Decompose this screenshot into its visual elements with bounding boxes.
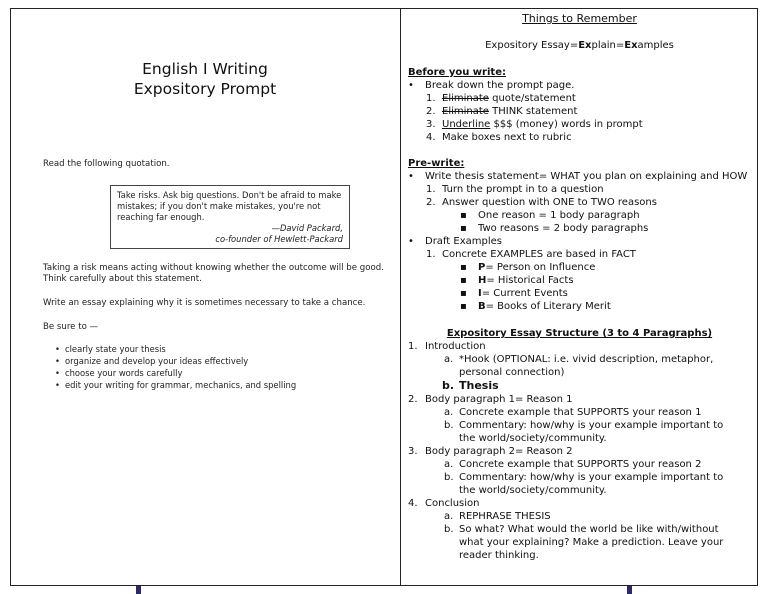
item-keyword: Underline [442,119,491,130]
list-item: • choose your words carefully [55,367,296,379]
item-keyword: Eliminate [442,93,489,104]
list-item-cont: reader thinking. [459,550,539,561]
square-bullet: ▪ [460,262,467,273]
list-item: • clearly state your thesis [55,343,296,355]
phib-text: = Person on Influence [485,262,596,273]
quote-line: reaching far enough. [117,212,205,222]
quote-author-title: co-founder of Hewlett-Packard [215,234,343,244]
quote-line: mistakes; if you don't make mistakes, you're not [117,201,321,211]
list-item: REPHRASE THESIS [459,511,551,522]
title-line-1: English I Writing [142,60,268,78]
list-item: • organize and develop your ideas effectively [55,355,296,367]
list-item: Two reasons = 2 body paragraphs [478,223,649,234]
quotation-box [110,185,350,249]
list-letter: b. [444,420,454,431]
list-item: Thesis [459,379,499,392]
list-item: • edit your writing for grammar, mechanics, and spelling [55,379,296,391]
list-number: 2. [408,394,418,405]
list-number: 4. [408,498,418,509]
list-number: 1. [408,341,418,352]
list-item-cont: the world/society/community. [459,485,607,496]
square-bullet: ▪ [460,210,467,221]
list-number: 2. [426,197,436,208]
list-item-cont: what your explaining? Make a prediction. Leave your [459,537,724,548]
list-number: 1. [426,184,436,195]
column-divider [400,8,401,586]
prompt-title [11,59,399,99]
before-bullet: Break down the prompt page. [425,80,575,91]
list-item: *Hook (OPTIONAL: i.e. vivid description, metaphor, [459,354,714,365]
phib-letter: B [478,301,486,312]
list-item-cont: the world/society/community. [459,433,607,444]
essay-task: Write an essay explaining why it is sometimes necessary to take a chance. [43,298,366,308]
list-item: Concrete example that SUPPORTS your reason 1 [459,407,702,418]
formula-part: Expository Essay= [485,40,579,51]
item-text: quote/statement [488,93,576,104]
list-letter: a. [444,407,454,418]
list-item: Concrete example that SUPPORTS your reason 2 [459,459,702,470]
list-item-cont: personal connection) [459,367,565,378]
list-letter: a. [444,511,454,522]
bullet: • [408,171,414,182]
notes-page [402,9,757,584]
list-item [478,300,611,313]
list-letter: b. [442,379,455,392]
formula-part: Ex [624,40,638,51]
list-item: Body paragraph 2= Reason 2 [425,446,573,457]
notes-heading: Things to Remember [522,12,637,25]
list-letter: a. [444,459,454,470]
item-text: Make boxes next to rubric [442,132,572,143]
list-number: 1. [426,249,436,260]
list-number: 3. [426,119,436,130]
list-number: 1. [426,93,436,104]
be-sure-label: Be sure to — [43,322,99,332]
list-number: 3. [408,446,418,457]
list-item [478,261,595,274]
list-number: 4. [426,132,436,143]
list-item [442,92,576,105]
bullet: • [408,236,414,247]
list-item: Body paragraph 1= Reason 1 [425,394,573,405]
list-item [442,131,572,144]
bullet: • [408,80,414,91]
prompt-page [11,9,399,584]
list-item: So what? What would the world be like with/without [459,524,719,535]
list-letter: a. [444,354,454,365]
item-keyword: Eliminate [442,106,489,117]
list-letter: b. [444,524,454,535]
statement-line-2: Think carefully about this statement. [43,274,202,284]
item-text: $$$ (money) words in prompt [490,119,643,130]
before-heading: Before you write: [408,67,506,78]
square-bullet: ▪ [460,301,467,312]
phib-text: = Historical Facts [486,275,574,286]
list-item: Answer question with ONE to TWO reasons [442,197,657,208]
list-item [442,105,577,118]
structure-heading: Expository Essay Structure (3 to 4 Paragraphs) [446,328,713,339]
item-text: THINK statement [488,106,578,117]
phib-letter: H [478,275,487,286]
statement-line-1: Taking a risk means acting without knowing whether the outcome will be good. [43,263,384,273]
prewrite-bullet: Write thesis statement= WHAT you plan on explaining and HOW [425,171,748,182]
list-item: Commentary: how/why is your example important to [459,472,724,483]
list-item: Introduction [425,341,486,352]
list-item: Conclusion [425,498,480,509]
instruction-text: Read the following quotation. [43,159,170,169]
phib-letter: I [478,288,482,299]
list-item [478,287,568,300]
list-item [478,274,574,287]
bottom-mark-left [136,586,141,594]
formula-line [402,39,757,52]
list-item [442,118,643,131]
list-item: One reason = 1 body paragraph [478,210,640,221]
list-number: 2. [426,106,436,117]
list-letter: b. [444,472,454,483]
phib-letter: P [478,262,486,273]
formula-part: amples [637,40,674,51]
bottom-mark-right [627,586,632,594]
formula-part: Ex [578,40,592,51]
title-line-2: Expository Prompt [133,80,277,98]
square-bullet: ▪ [460,275,467,286]
quote-line: Take risks. Ask big questions. Don't be afraid to make [117,190,342,200]
draft-bullet: Draft Examples [425,236,502,247]
quote-author: —David Packard, [271,223,343,233]
square-bullet: ▪ [460,288,467,299]
formula-part: plain= [591,40,625,51]
prewrite-heading: Pre-write: [408,158,465,169]
phib-text: = Current Events [481,288,568,299]
square-bullet: ▪ [460,223,467,234]
list-item: Commentary: how/why is your example important to [459,420,724,431]
requirements-list [55,343,296,391]
list-item: Concrete EXAMPLES are based in FACT [442,249,636,260]
phib-text: = Books of Literary Merit [485,301,611,312]
list-item: Turn the prompt in to a question [442,184,604,195]
